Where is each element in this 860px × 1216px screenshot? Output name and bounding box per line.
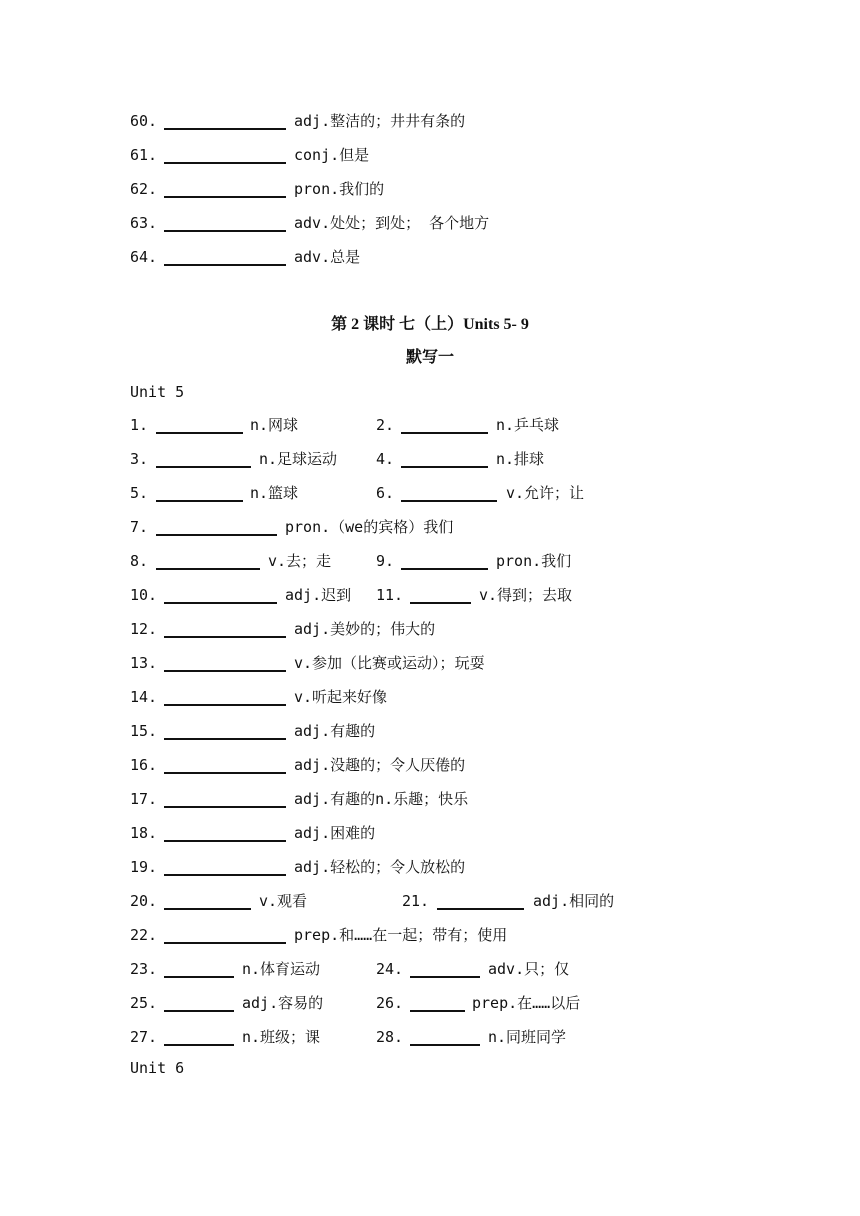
answer-blank[interactable] [410,1044,480,1046]
answer-blank[interactable] [164,976,234,978]
answer-blank[interactable] [164,670,286,672]
item-number: 11. [376,586,404,604]
answer-blank[interactable] [164,942,286,944]
item-number: 19. [130,858,158,876]
item-number: 1. [130,416,149,434]
item-number: 5. [130,484,149,502]
item-definition: v.去；走 [268,552,332,570]
answer-blank[interactable] [156,568,260,570]
item-definition: v.允许；让 [506,484,585,502]
item-number: 64. [130,248,158,266]
item-definition: pron.我们 [496,552,572,570]
item-number: 13. [130,654,158,672]
answer-blank[interactable] [164,128,286,130]
item-definition: v.听起来好像 [294,688,388,706]
item-definition: conj.但是 [294,146,370,164]
item-number: 17. [130,790,158,808]
item-definition: v.参加（比赛或运动）；玩耍 [294,654,485,672]
answer-blank[interactable] [164,806,286,808]
item-definition: pron.我们的 [294,180,385,198]
item-definition: v.观看 [259,892,308,910]
answer-blank[interactable] [164,704,286,706]
item-number: 27. [130,1028,158,1046]
item-number: 7. [130,518,149,536]
answer-blank[interactable] [164,602,277,604]
item-definition: adv.只；仅 [488,960,570,978]
item-definition: adj.有趣的 [294,722,376,740]
answer-blank[interactable] [164,738,286,740]
item-definition: adj.困难的 [294,824,376,842]
item-definition: adj.容易的 [242,994,324,1012]
answer-blank[interactable] [410,976,480,978]
answer-blank[interactable] [164,840,286,842]
item-definition: n.篮球 [250,484,299,502]
item-definition: adj.整洁的；井井有条的 [294,112,466,130]
answer-blank[interactable] [164,636,286,638]
item-definition: n.足球运动 [259,450,338,468]
answer-blank[interactable] [401,466,488,468]
answer-blank[interactable] [164,230,286,232]
item-number: 4. [376,450,395,468]
answer-blank[interactable] [401,568,488,570]
item-number: 16. [130,756,158,774]
answer-blank[interactable] [164,196,286,198]
answer-blank[interactable] [156,466,251,468]
item-definition: adj.美妙的；伟大的 [294,620,436,638]
unit-heading: Unit 5 [130,383,185,401]
lesson-title: 第 2 课时 七（上）Units 5- 9 [331,316,529,333]
answer-blank[interactable] [156,432,243,434]
item-number: 22. [130,926,158,944]
item-number: 62. [130,180,158,198]
item-number: 21. [402,892,430,910]
item-number: 14. [130,688,158,706]
item-number: 28. [376,1028,404,1046]
item-number: 8. [130,552,149,570]
item-definition: adj.轻松的；令人放松的 [294,858,466,876]
answer-blank[interactable] [437,908,524,910]
item-number: 23. [130,960,158,978]
answer-blank[interactable] [156,500,243,502]
item-number: 9. [376,552,395,570]
answer-blank[interactable] [410,1010,465,1012]
item-number: 24. [376,960,404,978]
item-number: 15. [130,722,158,740]
answer-blank[interactable] [164,162,286,164]
item-definition: adv.总是 [294,248,361,266]
answer-blank[interactable] [164,772,286,774]
item-definition: adj.迟到 [285,586,352,604]
item-definition: adj.没趣的；令人厌倦的 [294,756,466,774]
section-title: 默写一 [405,349,454,366]
item-number: 12. [130,620,158,638]
answer-blank[interactable] [401,500,497,502]
answer-blank[interactable] [164,264,286,266]
item-definition: n.同班同学 [488,1028,567,1046]
answer-blank[interactable] [164,1010,234,1012]
unit-heading: Unit 6 [130,1059,185,1077]
item-number: 26. [376,994,404,1012]
answer-blank[interactable] [164,874,286,876]
answer-blank[interactable] [401,432,488,434]
answer-blank[interactable] [164,908,251,910]
answer-blank[interactable] [156,534,277,536]
answer-blank[interactable] [164,1044,234,1046]
item-number: 63. [130,214,158,232]
answer-blank[interactable] [410,602,471,604]
item-definition: pron.（we的宾格）我们 [285,518,454,536]
item-definition: n.体育运动 [242,960,321,978]
item-number: 25. [130,994,158,1012]
item-number: 3. [130,450,149,468]
item-definition: adj.有趣的n.乐趣；快乐 [294,790,469,808]
item-definition: n.班级；课 [242,1028,321,1046]
item-definition: adv.处处；到处； 各个地方 [294,214,490,232]
item-number: 20. [130,892,158,910]
item-definition: adj.相同的 [533,892,615,910]
item-number: 2. [376,416,395,434]
item-definition: n.乒乓球 [496,416,560,434]
item-number: 18. [130,824,158,842]
item-number: 61. [130,146,158,164]
item-number: 10. [130,586,158,604]
item-number: 6. [376,484,395,502]
item-definition: n.排球 [496,450,545,468]
item-definition: v.得到；去取 [479,586,573,604]
item-definition: n.网球 [250,416,299,434]
item-definition: prep.和……在一起；带有；使用 [294,926,508,944]
item-number: 60. [130,112,158,130]
item-definition: prep.在……以后 [472,994,581,1012]
